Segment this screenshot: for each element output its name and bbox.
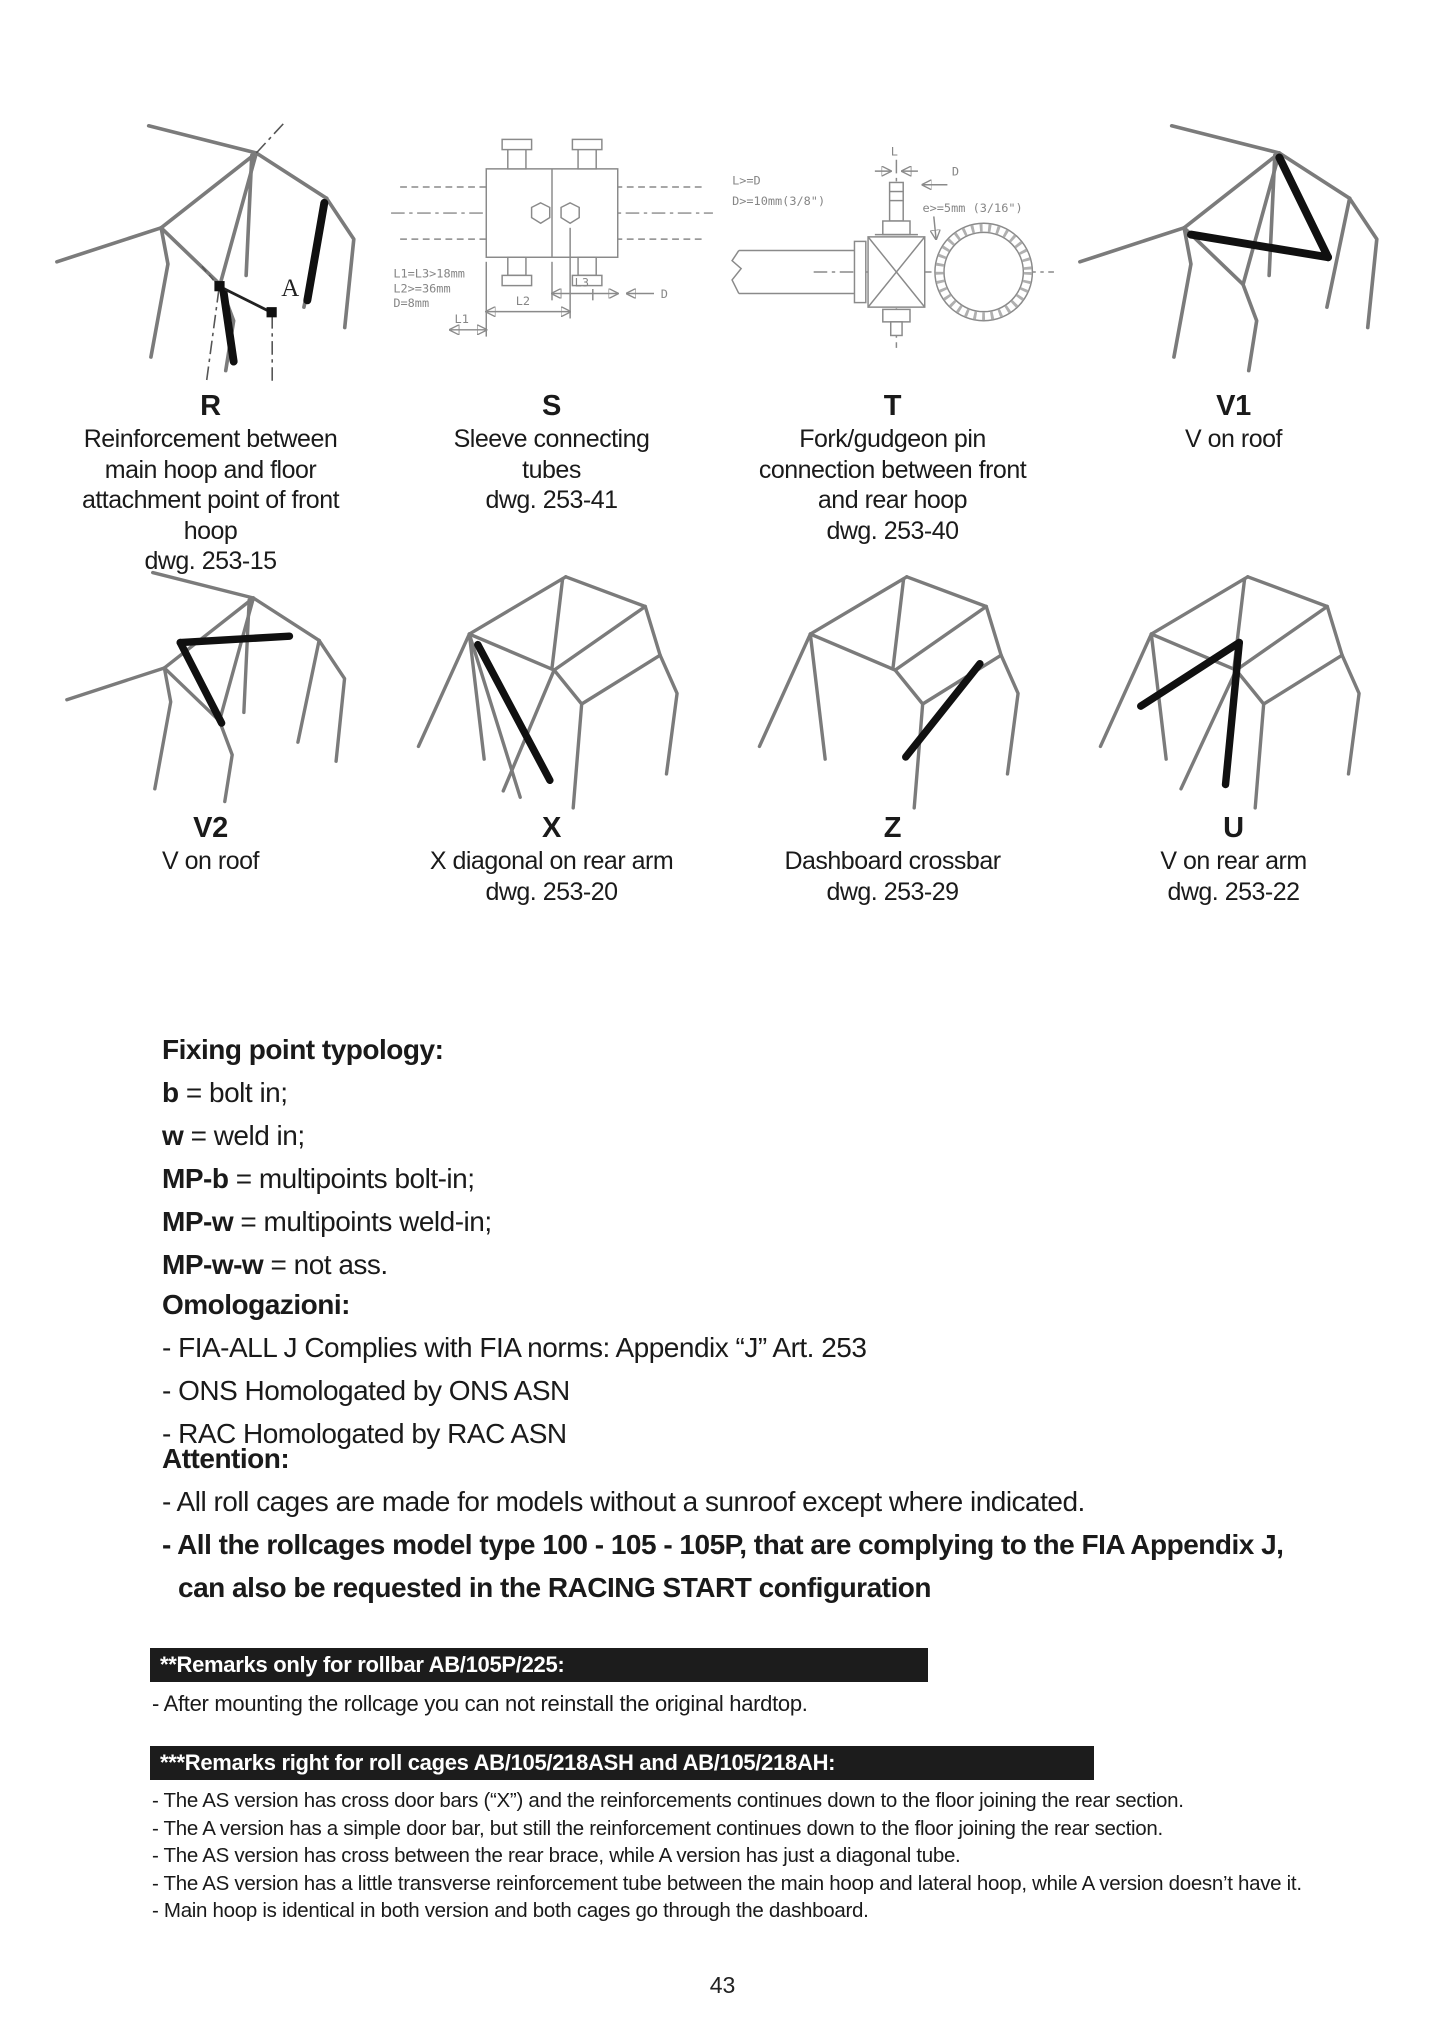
remarks-line: - The AS version has cross between the rear brace, while A version has just a diagonal tube. bbox=[152, 1844, 961, 1867]
fixing-term: w bbox=[162, 1120, 184, 1151]
attention-heading: Attention: bbox=[162, 1443, 290, 1474]
remarks-line: - The AS version has a little transverse reinforcement tube between the main hoop and lateral hoop, while A version doesn’t have it. bbox=[152, 1871, 1302, 1895]
diagram-row-1 bbox=[40, 88, 1405, 577]
sleeve-note-3: D=8mm bbox=[392, 296, 429, 311]
sleeve-connection-figure bbox=[382, 88, 722, 388]
diagram-code: X bbox=[541, 812, 562, 844]
diagram-cell-v1 bbox=[1063, 88, 1404, 577]
remarks-rollcages-header: ***Remarks right for roll cages AB/105/218ASH and AB/105/218AH: bbox=[150, 1746, 1094, 1780]
diagram-caption: V on roof bbox=[162, 847, 259, 876]
dim-l3-label: L3 bbox=[574, 275, 589, 290]
fork-note-2: D>=10mm(3/8") bbox=[731, 194, 825, 209]
fixing-def: = multipoints weld-in; bbox=[240, 1206, 492, 1237]
omologazioni-section bbox=[162, 1283, 866, 1455]
diagram-caption: Reinforcement between main hoop and floor attachment point of front hoop bbox=[81, 425, 340, 545]
diagram-code: V1 bbox=[1216, 390, 1251, 422]
fixing-term: b bbox=[162, 1077, 179, 1108]
sleeve-note-2: L2>=36mm bbox=[392, 281, 451, 296]
fixing-term: MP-w bbox=[162, 1206, 234, 1237]
fixing-heading: Fixing point typology: bbox=[162, 1034, 444, 1065]
diagram-code: Z bbox=[883, 812, 902, 844]
diagram-caption: Dashboard crossbar bbox=[784, 847, 1001, 876]
omologazioni-heading: Omologazioni: bbox=[162, 1289, 350, 1320]
fork-note-3: e>=5mm (3/16") bbox=[921, 200, 1023, 215]
fixing-def: = weld in; bbox=[190, 1120, 305, 1151]
omologazioni-item: - ONS Homologated by ONS ASN bbox=[162, 1375, 570, 1406]
diagram-dwg: dwg. 253-22 bbox=[1167, 877, 1300, 906]
fixing-item bbox=[162, 1200, 492, 1243]
dim-l2-label: L2 bbox=[515, 293, 530, 308]
diagram-dwg: dwg. 253-15 bbox=[144, 547, 277, 576]
remarks-line: - Main hoop is identical in both version and both cages go through the dashboard. bbox=[152, 1899, 869, 1922]
dim-l-label: L bbox=[890, 144, 898, 159]
point-a-label: A bbox=[280, 274, 299, 302]
diagram-code: R bbox=[200, 390, 221, 422]
rollcage-v1-figure bbox=[1064, 88, 1404, 388]
rollcage-v2-figure bbox=[41, 545, 381, 810]
fixing-item bbox=[162, 1114, 492, 1157]
fixing-def: = multipoints bolt-in; bbox=[235, 1163, 475, 1194]
diagram-cell-x bbox=[381, 545, 722, 907]
diagram-caption: X diagonal on rear arm bbox=[429, 847, 674, 876]
diagram-cell-t bbox=[722, 88, 1063, 577]
fixing-item bbox=[162, 1071, 492, 1114]
dim-d-label: D bbox=[951, 164, 959, 179]
diagram-caption: Fork/gudgeon pin connection between front and rear hoop bbox=[758, 425, 1027, 515]
diagram-code: S bbox=[541, 390, 562, 422]
diagram-cell-s bbox=[381, 88, 722, 577]
fork-note-1: L>=D bbox=[731, 173, 761, 188]
omologazioni-item: - RAC Homologated by RAC ASN bbox=[162, 1418, 567, 1449]
omologazioni-item: - FIA-ALL J Complies with FIA norms: Appendix “J” Art. 253 bbox=[162, 1332, 867, 1363]
fixing-point-typology-section bbox=[162, 1028, 492, 1286]
diagram-cell-r bbox=[40, 88, 381, 577]
fixing-item bbox=[162, 1157, 492, 1200]
diagram-code: V2 bbox=[193, 812, 228, 844]
remarks-section bbox=[150, 1648, 1390, 1925]
diagram-dwg: dwg. 253-40 bbox=[826, 516, 959, 545]
dim-l1-label: L1 bbox=[454, 312, 469, 326]
diagram-cell-z bbox=[722, 545, 1063, 907]
diagram-dwg: dwg. 253-20 bbox=[485, 877, 618, 906]
diagram-caption: Sleeve connecting tubes bbox=[453, 425, 650, 484]
remarks-rollbar-header: **Remarks only for rollbar AB/105P/225: bbox=[150, 1648, 928, 1682]
rollcage-u-figure bbox=[1064, 545, 1404, 810]
diagram-caption: V on roof bbox=[1185, 425, 1282, 454]
fixing-def: = not ass. bbox=[270, 1249, 388, 1280]
rollcage-z-figure bbox=[723, 545, 1063, 810]
dim-d-label: D bbox=[660, 287, 668, 302]
diagram-cell-v2 bbox=[40, 545, 381, 907]
fixing-term: MP-w-w bbox=[162, 1249, 264, 1280]
attention-section bbox=[162, 1437, 1283, 1609]
fixing-item bbox=[162, 1243, 492, 1286]
remarks-rollcages-lines bbox=[152, 1787, 1390, 1925]
rollcage-r-figure bbox=[41, 88, 381, 388]
rollcage-x-figure bbox=[382, 545, 722, 810]
diagram-row-2 bbox=[40, 545, 1405, 907]
attention-line-bold: can also be requested in the RACING START configuration bbox=[178, 1572, 931, 1603]
attention-line: - All roll cages are made for models without a sunroof except where indicated. bbox=[162, 1486, 1085, 1517]
fixing-def: = bolt in; bbox=[185, 1077, 288, 1108]
diagram-dwg: dwg. 253-29 bbox=[826, 877, 959, 906]
diagram-caption: V on rear arm bbox=[1160, 847, 1307, 876]
remarks-rollbar-line: - After mounting the rollcage you can not reinstall the original hardtop. bbox=[152, 1691, 808, 1716]
diagram-code: U bbox=[1223, 812, 1244, 844]
sleeve-note-1: L1=L3>18mm bbox=[392, 266, 465, 281]
diagram-cell-u bbox=[1063, 545, 1404, 907]
diagram-code: T bbox=[883, 390, 902, 422]
page-number: 43 bbox=[709, 1972, 736, 1998]
fixing-term: MP-b bbox=[162, 1163, 229, 1194]
attention-line-bold: - All the rollcages model type 100 - 105 - 105P, that are complying to the FIA Appendix J, bbox=[162, 1529, 1284, 1560]
diagram-dwg: dwg. 253-41 bbox=[485, 486, 618, 515]
fork-pin-connection-figure bbox=[723, 88, 1063, 388]
remarks-line: - The A version has a simple door bar, but still the reinforcement continues down to the floor joining the rear section. bbox=[152, 1816, 1163, 1840]
remarks-line: - The AS version has cross door bars (“X”) and the reinforcements continues down to the floor joining the rear section. bbox=[152, 1789, 1184, 1812]
